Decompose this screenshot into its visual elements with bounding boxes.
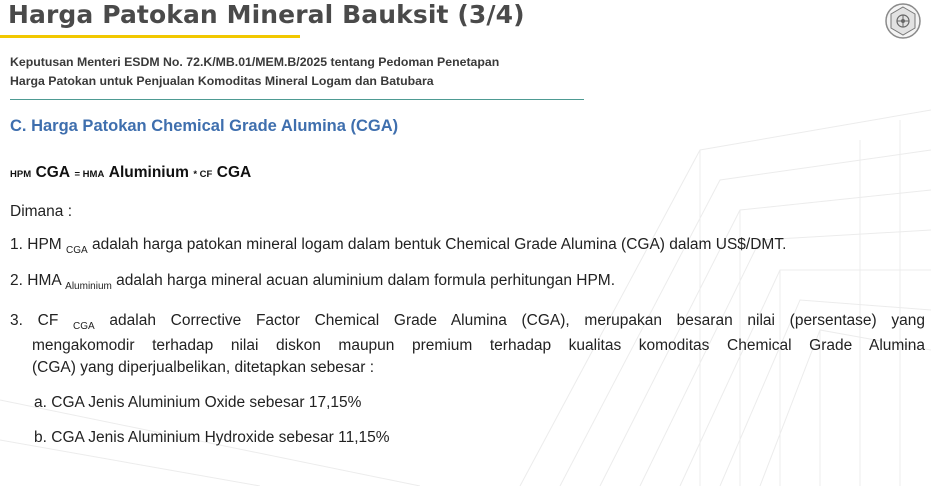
page-title: Harga Patokan Mineral Bauksit (3/4)	[8, 0, 525, 29]
formula-hpm: HPM	[10, 169, 32, 180]
where-label: Dimana :	[10, 203, 73, 220]
item-3-line-1	[10, 310, 925, 335]
item-number: 2.	[10, 272, 23, 289]
decree-line-2: Harga Patokan untuk Penjualan Komoditas Mineral Logam dan Batubara	[10, 74, 434, 88]
sub-item-a	[34, 394, 361, 412]
title-underline	[0, 35, 300, 38]
ministry-emblem-icon	[884, 2, 922, 40]
section-heading: C. Harga Patokan Chemical Grade Alumina (CGA)	[10, 117, 399, 135]
item-text: adalah harga mineral acuan aluminium dalam formula perhitungan HPM.	[116, 272, 616, 289]
formula-equals-hma: = HMA	[74, 169, 105, 180]
decree-line-1: Keputusan Menteri ESDM No. 72.K/MB.01/MEM.B/2025 tentang Pedoman Penetapan	[10, 55, 500, 69]
definition-item-2	[10, 272, 615, 290]
item-number: 1.	[10, 236, 23, 253]
item-term: HMA	[27, 272, 61, 289]
item-subscript: Aluminium	[65, 281, 112, 292]
formula-cga: CGA	[35, 164, 71, 181]
item-term: CF	[37, 312, 59, 329]
sub-item-text: CGA Jenis Aluminium Hydroxide sebesar 11,15%	[51, 429, 390, 446]
item-number: 3.	[10, 312, 23, 329]
item-term: HPM	[27, 236, 62, 253]
decree-reference	[10, 53, 499, 91]
item-text-line-1: adalah Corrective Factor Chemical Grade Alumina (CGA), merupakan besaran nilai (persentase) yang	[109, 312, 925, 329]
item-3-line-3: (CGA) yang diperjualbelikan, ditetapkan sebesar :	[32, 359, 375, 376]
item-subscript: CGA	[73, 321, 95, 332]
sub-item-b	[34, 429, 390, 447]
item-3-line-2: mengakomodir terhadap nilai diskon maupun premium terhadap kualitas komoditas Chemical Grade Alumina	[32, 336, 925, 354]
formula-cga-2: CGA	[216, 164, 252, 181]
definition-item-1	[10, 236, 786, 254]
sub-item-text: CGA Jenis Aluminium Oxide sebesar 17,15%	[51, 394, 362, 411]
item-subscript: CGA	[66, 245, 88, 256]
item-text: adalah harga patokan mineral logam dalam bentuk Chemical Grade Alumina (CGA) dalam US$/DMT.	[92, 236, 787, 253]
formula-aluminium: Aluminium	[108, 164, 189, 181]
sub-item-letter: a.	[34, 394, 47, 411]
definition-item-3	[10, 310, 925, 380]
formula	[10, 164, 251, 182]
sub-item-letter: b.	[34, 429, 47, 446]
divider	[10, 99, 584, 100]
formula-times-cf: * CF	[193, 169, 213, 180]
